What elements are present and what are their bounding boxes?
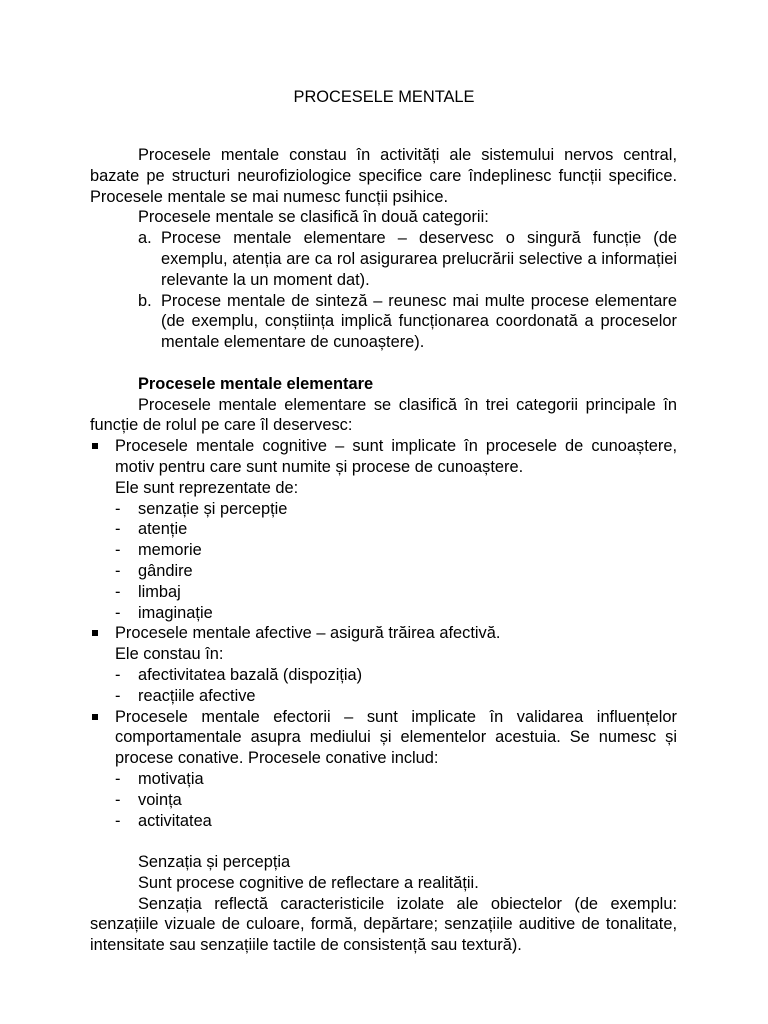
bullet-text: Procesele mentale afective – asigură trăirea afectivă. bbox=[115, 624, 501, 643]
dash-item bbox=[90, 665, 677, 686]
dash-item bbox=[90, 561, 677, 582]
bullet-text: Procesele mentale efectorii – sunt implicate în validarea influențelor comportamentale asupra mediului și elementelor acestuia. Se numesc și procese conative. Procesele conative includ: bbox=[115, 707, 677, 768]
section-paragraph: Senzația reflectă caracteristicile izolate ale obiectelor (de exemplu: senzațiile vizuale de culoare, formă, depărtare; senzațiile auditive de tonalitate, intensitate sau senzațiile tactile de consistență sau textură). bbox=[90, 894, 677, 955]
document-title: PROCESELE MENTALE bbox=[293, 88, 475, 106]
classification-paragraph: Procesele mentale se clasifică în două categorii: bbox=[138, 208, 489, 227]
sublist-intro: Ele sunt reprezentate de: bbox=[115, 478, 299, 497]
dash-item bbox=[90, 519, 677, 540]
dash-marker: - bbox=[115, 665, 121, 684]
section-paragraph: Procesele mentale elementare se clasifică în trei categorii principale în funcție de rolul pe care îl deservesc: bbox=[90, 395, 677, 435]
dash-marker: - bbox=[115, 520, 121, 539]
section-heading: Procesele mentale elementare bbox=[138, 374, 374, 393]
sublist-intro: Ele constau în: bbox=[115, 645, 224, 664]
dash-item-text: imaginație bbox=[138, 603, 213, 622]
dash-item-text: memorie bbox=[138, 541, 202, 560]
list-item bbox=[90, 228, 677, 290]
list-item-text: Procese mentale de sinteză – reunesc mai multe procese elementare (de exemplu, conștiința implică funcționarea coordonată a proceselor mentale elementare de cunoaștere). bbox=[161, 291, 677, 352]
bullet-text: Procesele mentale cognitive – sunt implicate în procesele de cunoaștere, motiv pentru care sunt numite și procese de cunoaștere. bbox=[115, 437, 677, 476]
dash-item-text: gândire bbox=[138, 561, 193, 580]
dash-item bbox=[90, 540, 677, 561]
dash-item bbox=[90, 603, 677, 624]
dash-marker: - bbox=[115, 499, 121, 518]
dash-item bbox=[90, 686, 677, 707]
dash-item-text: activitatea bbox=[138, 811, 212, 830]
list-marker: b. bbox=[138, 291, 152, 310]
dash-item bbox=[90, 582, 677, 603]
square-bullet-icon bbox=[92, 714, 98, 720]
dash-marker: - bbox=[115, 769, 121, 788]
dash-item bbox=[90, 790, 677, 811]
dash-item-text: motivația bbox=[138, 769, 204, 788]
section-paragraph: Sunt procese cognitive de reflectare a realității. bbox=[138, 873, 479, 892]
bullet-item bbox=[90, 436, 677, 478]
list-item bbox=[90, 291, 677, 353]
dash-item bbox=[90, 499, 677, 520]
dash-item-text: reacțiile afective bbox=[138, 686, 256, 705]
dash-item bbox=[90, 769, 677, 790]
square-bullet-icon bbox=[92, 443, 98, 449]
spacer bbox=[90, 353, 677, 374]
dash-item-text: limbaj bbox=[138, 582, 181, 601]
bullet-item bbox=[90, 707, 677, 769]
dash-marker: - bbox=[115, 790, 121, 809]
list-item-text: Procese mentale elementare – deservesc o singură funcție (de exemplu, atenția are ca rol asigurarea prelucrării selective a informației relevante la un moment dat). bbox=[161, 229, 677, 289]
intro-paragraph: Procesele mentale constau în activități ale sistemului nervos central, bazate pe structuri neurofiziologice specifice care îndeplinesc funcții specifice. Procesele mentale se mai numesc funcții psihice. bbox=[90, 146, 677, 206]
list-marker: a. bbox=[138, 229, 152, 248]
square-bullet-icon bbox=[92, 630, 98, 636]
dash-item bbox=[90, 811, 677, 832]
dash-item-text: atenție bbox=[138, 520, 188, 539]
dash-marker: - bbox=[115, 561, 121, 580]
bullet-item bbox=[90, 623, 677, 644]
dash-item-text: senzație și percepție bbox=[138, 499, 288, 518]
spacer bbox=[90, 831, 677, 852]
dash-marker: - bbox=[115, 582, 121, 601]
dash-item-text: voința bbox=[138, 790, 182, 809]
category-list bbox=[90, 228, 677, 353]
dash-item-text: afectivitatea bazală (dispoziția) bbox=[138, 665, 363, 684]
dash-marker: - bbox=[115, 811, 121, 830]
dash-marker: - bbox=[115, 686, 121, 705]
dash-marker: - bbox=[115, 541, 121, 560]
document-body bbox=[90, 145, 677, 956]
section-heading: Senzația și percepția bbox=[138, 853, 291, 872]
dash-marker: - bbox=[115, 603, 121, 622]
